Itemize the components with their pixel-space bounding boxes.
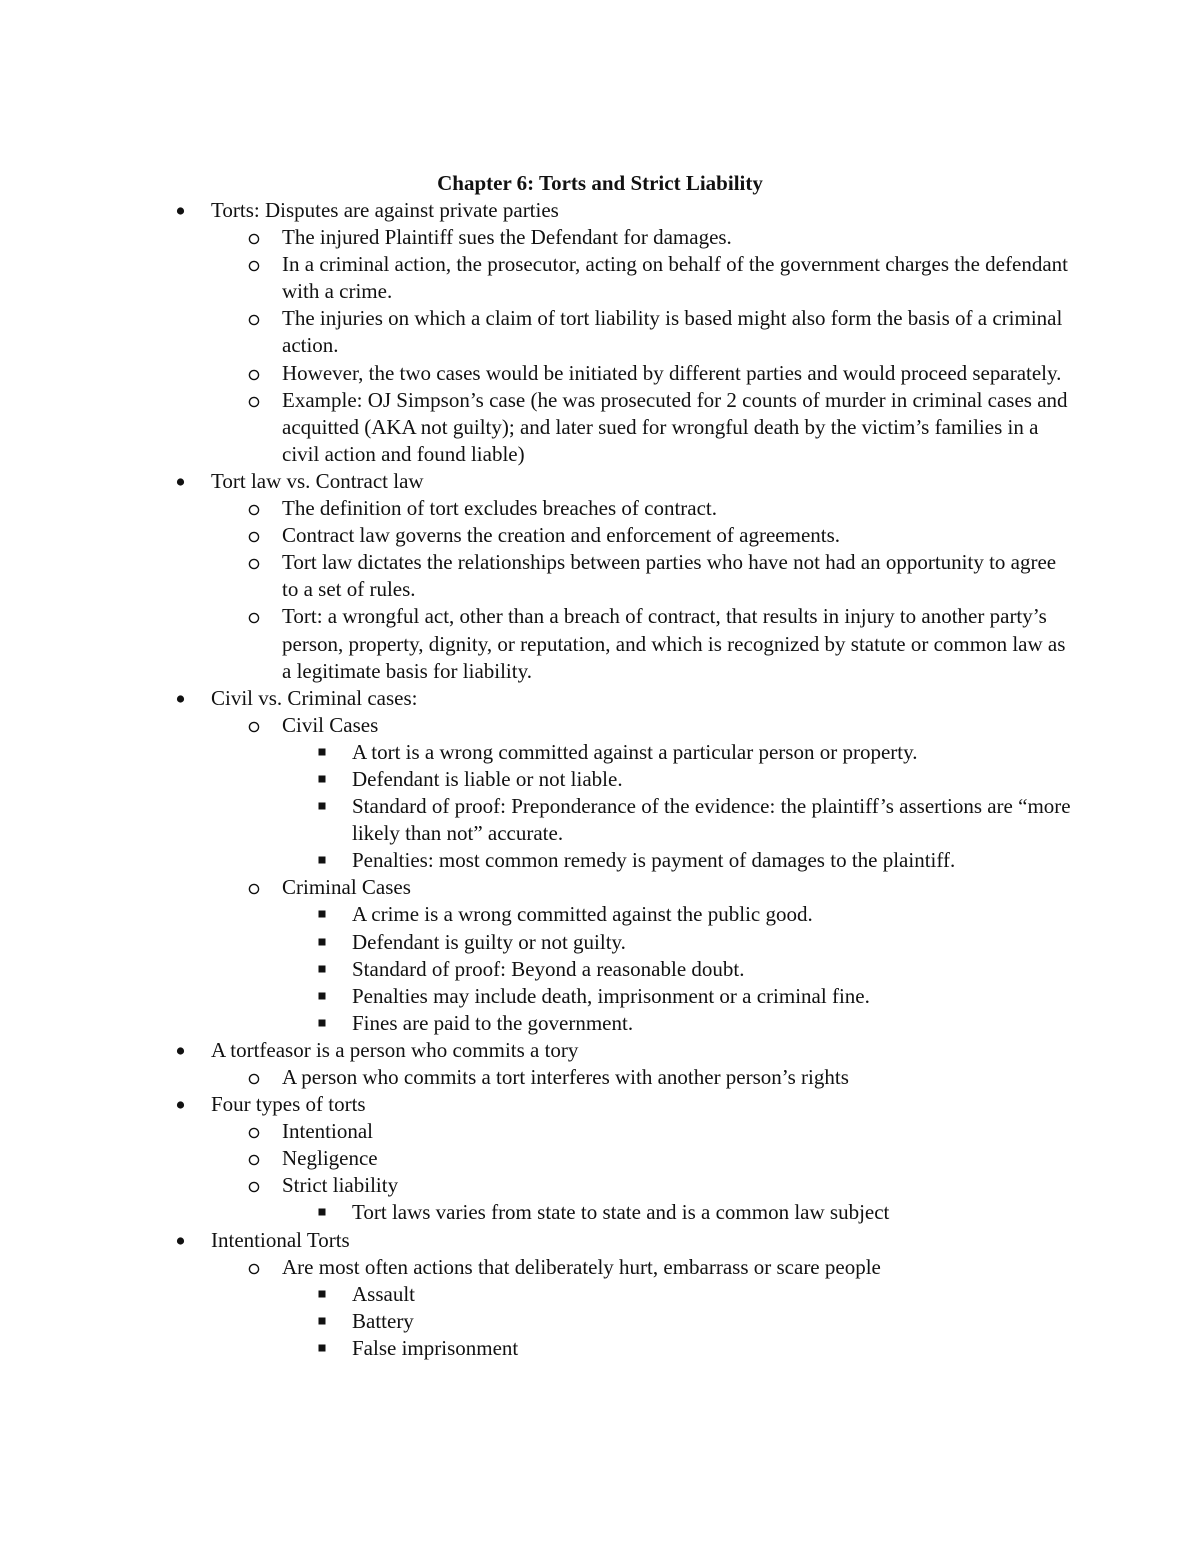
list-item-text: A crime is a wrong committed against the public good. (352, 902, 813, 927)
list-item-level-1 (0, 1037, 1071, 1064)
list-item-level-2 (0, 522, 1072, 549)
list-item-text: Civil Cases (282, 712, 379, 737)
list-item-text: Assault (352, 1281, 415, 1306)
list-item-level-3 (0, 1281, 1072, 1308)
bullet-square-icon (317, 901, 327, 928)
bullet-disc-icon (175, 468, 186, 495)
bullet-circle-icon (247, 224, 261, 251)
list-item-text: Strict liability (282, 1173, 399, 1198)
bullet-disc-icon (175, 685, 186, 712)
bullet-square-icon (317, 1281, 327, 1308)
bullet-square-icon (317, 793, 327, 820)
list-item-level-3 (0, 983, 1072, 1010)
bullet-circle-icon (247, 251, 261, 278)
list-item-level-1 (0, 1091, 1071, 1118)
list-item-text: Standard of proof: Preponderance of the evidence: the plaintiff’s assertions are “more likely than not” accurate. (352, 794, 1071, 846)
list-item-level-2 (0, 1172, 1072, 1199)
bullet-circle-icon (247, 1172, 261, 1199)
bullet-disc-icon (175, 197, 186, 224)
list-item-level-3 (0, 793, 1072, 847)
list-item-level-3 (0, 1199, 1072, 1226)
bullet-disc-icon (175, 1091, 186, 1118)
list-item-level-3 (0, 929, 1072, 956)
list-item-text: Standard of proof: Beyond a reasonable doubt. (352, 956, 745, 981)
bullet-circle-icon (247, 495, 261, 522)
list-item-text: The injuries on which a claim of tort liability is based might also form the basis of a criminal action. (282, 306, 1063, 358)
bullet-square-icon (317, 929, 327, 956)
list-item-level-2 (0, 495, 1072, 522)
bullet-disc-icon (175, 1227, 186, 1254)
bullet-square-icon (317, 1010, 327, 1037)
list-item-level-2 (0, 603, 1072, 684)
list-item-level-1 (0, 685, 1071, 712)
bullet-square-icon (317, 956, 327, 983)
list-item-level-3 (0, 1010, 1072, 1037)
bullet-circle-icon (247, 874, 261, 901)
list-item-text: A person who commits a tort interferes with another person’s rights (282, 1065, 849, 1089)
bullet-square-icon (317, 1308, 327, 1335)
bullet-circle-icon (247, 305, 261, 332)
list-item-text: Defendant is guilty or not guilty. (352, 929, 626, 954)
list-item-text: Contract law governs the creation and enforcement of agreements. (282, 523, 841, 548)
list-item-text: Defendant is liable or not liable. (352, 766, 623, 791)
bullet-circle-icon (247, 360, 261, 387)
list-item-level-2 (0, 1145, 1072, 1172)
list-item-text: Battery (352, 1308, 414, 1333)
list-item-level-2 (0, 360, 1072, 387)
bullet-circle-icon (247, 712, 261, 739)
list-item-text: Negligence (282, 1146, 378, 1171)
bullet-circle-icon (247, 603, 261, 630)
list-item-text: The definition of tort excludes breaches of contract. (282, 496, 717, 521)
list-item-level-2 (0, 874, 1072, 901)
list-item-level-3 (0, 1335, 1072, 1362)
bullet-circle-icon (247, 1118, 261, 1145)
bullet-square-icon (317, 847, 327, 874)
page-title: Chapter 6: Torts and Strict Liability (437, 171, 763, 195)
list-item-level-3 (0, 847, 1072, 874)
list-item-text: Penalties: most common remedy is payment of damages to the plaintiff. (352, 848, 956, 873)
bullet-disc-icon (175, 1037, 186, 1064)
list-item-level-2 (0, 712, 1072, 739)
list-item-text: Are most often actions that deliberately hurt, embarrass or scare people (282, 1254, 881, 1279)
list-item-level-2 (0, 549, 1072, 603)
list-item-text: The injured Plaintiff sues the Defendant for damages. (282, 225, 732, 250)
list-item-text: Criminal Cases (282, 875, 411, 900)
bullet-circle-icon (247, 1254, 261, 1281)
list-item-level-2 (0, 305, 1072, 359)
list-item-level-3 (0, 956, 1072, 983)
list-item-text: Four types of torts (211, 1092, 366, 1117)
bullet-square-icon (317, 1199, 327, 1226)
list-item-text: Intentional Torts (211, 1227, 350, 1252)
bullet-square-icon (317, 766, 327, 793)
list-item-text: Tort: a wrongful act, other than a breach of contract, that results in injury to another party’s person, property, dignity, or reputation, and which is recognized by statute or common law as a legitimate basis for liability. (282, 604, 1066, 683)
bullet-circle-icon (247, 522, 261, 549)
list-item-level-1 (0, 1227, 1071, 1254)
list-item-text: Torts: Disputes are against private parties (211, 198, 559, 222)
list-item-text: In a criminal action, the prosecutor, acting on behalf of the government charges the defendant with a crime. (282, 252, 1068, 304)
bullet-square-icon (317, 739, 327, 766)
list-item-text: However, the two cases would be initiated by different parties and would proceed separately. (282, 360, 1062, 385)
list-item-level-3 (0, 739, 1072, 766)
list-item-level-2 (0, 251, 1072, 305)
list-item-text: Intentional (282, 1119, 373, 1144)
list-item-text: A tort is a wrong committed against a particular person or property. (352, 739, 918, 764)
list-item-text: Tort law vs. Contract law (211, 468, 424, 493)
list-item-text: Tort laws varies from state to state and is a common law subject (352, 1200, 890, 1225)
list-item-text: Civil vs. Criminal cases: (211, 685, 418, 710)
list-item-text: Fines are paid to the government. (352, 1010, 634, 1035)
list-item-level-3 (0, 1308, 1072, 1335)
bullet-circle-icon (247, 1064, 261, 1091)
list-item-text: Example: OJ Simpson’s case (he was prosecuted for 2 counts of murder in criminal cases and acquitted (AKA not guilty); and later sued for wrongful death by the victim’s families in a civil action and found liable) (282, 387, 1068, 466)
bullet-square-icon (317, 1335, 327, 1362)
outline-list (0, 197, 1200, 1362)
bullet-circle-icon (247, 1145, 261, 1172)
list-item-text: A tortfeasor is a person who commits a tory (211, 1037, 579, 1062)
list-item-level-2 (0, 1254, 1072, 1281)
bullet-circle-icon (247, 387, 261, 414)
list-item-level-2 (0, 224, 1072, 251)
list-item-text: False imprisonment (352, 1335, 519, 1360)
list-item-level-1 (0, 197, 1071, 224)
list-item-level-1 (0, 468, 1071, 495)
list-item-level-2 (0, 1118, 1072, 1145)
list-item-level-2 (0, 1064, 1072, 1091)
list-item-text: Tort law dictates the relationships between parties who have not had an opportunity to agree to a set of rules. (282, 550, 1057, 602)
bullet-square-icon (317, 983, 327, 1010)
list-item-level-3 (0, 901, 1072, 928)
list-item-level-2 (0, 387, 1072, 468)
bullet-circle-icon (247, 549, 261, 576)
list-item-text: Penalties may include death, imprisonment or a criminal fine. (352, 983, 870, 1008)
list-item-level-3 (0, 766, 1072, 793)
